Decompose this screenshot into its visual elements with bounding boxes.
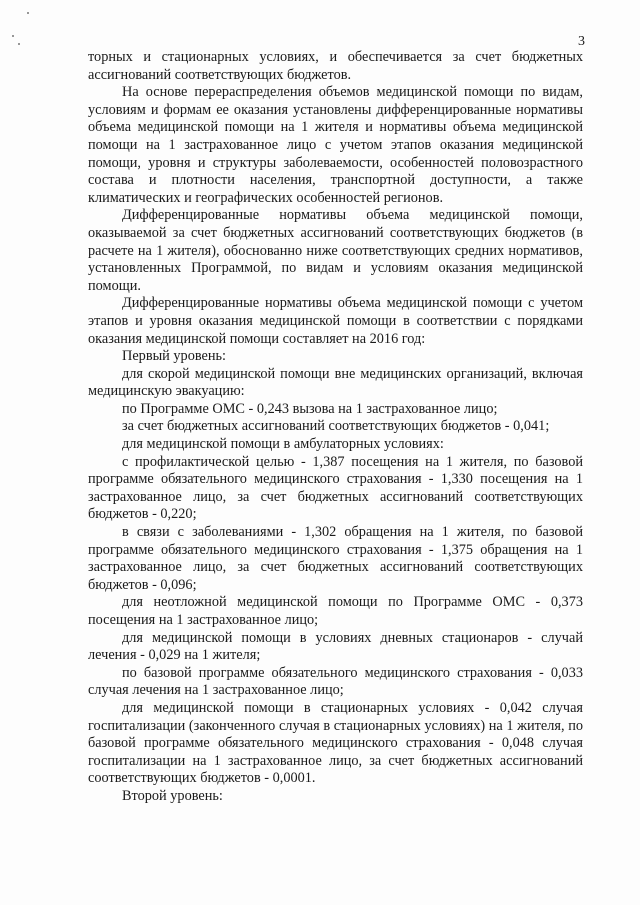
paragraph: Второй уровень: <box>122 787 223 804</box>
paragraph: для неотложной медицинской помощи по Программе ОМС - 0,373 посещения на 1 застрахованное лицо; <box>88 594 583 628</box>
paragraph: по Программе ОМС - 0,243 вызова на 1 застрахованное лицо; <box>122 400 498 417</box>
paragraph: для медицинской помощи в условиях дневных стационаров - случай лечения - 0,029 на 1 жителя; <box>88 629 583 664</box>
paragraph: по базовой программе обязательного медицинского страхования - 0,033 случая лечения на 1 застрахованное лицо; <box>88 664 583 699</box>
paragraph: для медицинской помощи в амбулаторных условиях: <box>122 436 444 453</box>
paragraph: с профилактической целью - 1,387 посещения на 1 жителя, по базовой программе обязательного медицинского страхования - 1,330 посещения на 1 застрахованное лицо, за счет бюджетных ассигнований соответствующих бюджетов - 0,220; <box>88 453 583 523</box>
scan-mark <box>18 43 20 45</box>
paragraph: На основе перераспределения объемов медицинской помощи по видам, условиям и формам ее оказания установлены дифференцированные нормативы объема медицинской помощи на 1 жителя и нормативы объема медицинской помощи на 1 застрахованное лицо с учетом этапов оказания медицинской помощи, уровня и структуры заболеваемости, особенностей половозрастного состава и плотности населения, транспортной доступности, а также климатических и географических особенностей регионов. <box>88 84 583 206</box>
paragraph: для медицинской помощи в стационарных условиях - 0,042 случая госпитализации (законченного случая в стационарных условиях) на 1 жителя, по базовой программе обязательного медицинского страхования - 0,048 случая госпитализации на 1 застрахованное лицо, за счет бюджетных ассигнований соответствующих бюджетов - 0,0001. <box>88 699 583 787</box>
paragraph: за счет бюджетных ассигнований соответствующих бюджетов - 0,041; <box>122 418 550 435</box>
paragraph: Дифференцированные нормативы объема медицинской помощи с учетом этапов и уровня оказания медицинской помощи в соответствии с порядками оказания медицинской помощи составляет на 2016 год: <box>88 295 583 347</box>
paragraph: в связи с заболеваниями - 1,302 обращения на 1 жителя, по базовой программе обязательного медицинского страхования - 1,375 обращения на 1 застрахованное лицо, за счет бюджетных ассигнований соответствующих бюджетов - 0,096; <box>88 524 583 593</box>
paragraph: торных и стационарных условиях, и обеспечивается за счет бюджетных ассигнований соответствующих бюджетов. <box>88 49 583 83</box>
body-text <box>88 49 583 806</box>
paragraph: для скорой медицинской помощи вне медицинских организаций, включая медицинскую эвакуацию: <box>88 365 583 400</box>
scan-mark <box>27 12 29 14</box>
paragraph: Дифференцированные нормативы объема медицинской помощи, оказываемой за счет бюджетных ассигнований соответствующих бюджетов (в расчете на 1 жителя), обоснованно ниже соответствующих средних нормативов, установленных Программой, по видам и условиям оказания медицинской помощи. <box>88 207 583 294</box>
scan-mark <box>12 35 14 37</box>
page-number: 3 <box>578 34 585 49</box>
paragraph: Первый уровень: <box>122 348 227 365</box>
